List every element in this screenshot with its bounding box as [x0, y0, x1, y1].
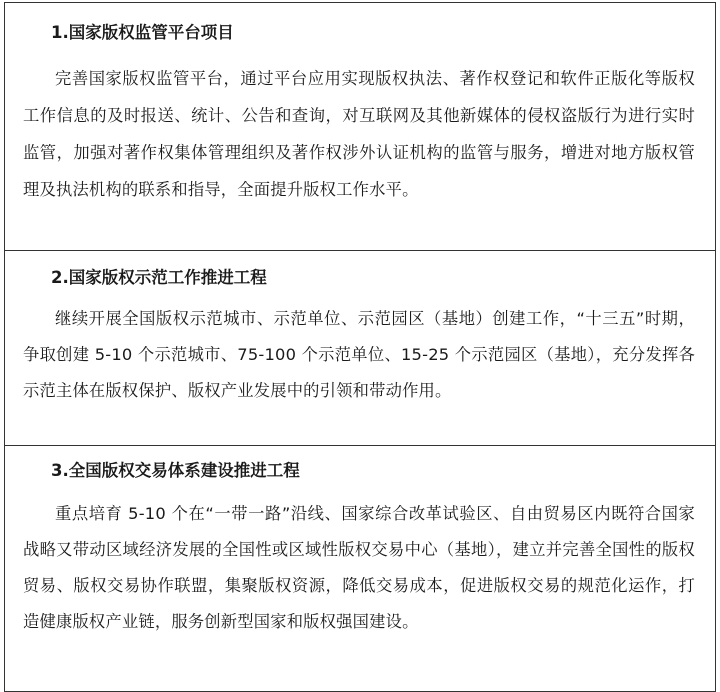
project-table: [4, 2, 716, 692]
section-title: 1.国家版权监管平台项目: [51, 23, 234, 42]
section-title: 3.全国版权交易体系建设推进工程: [51, 461, 300, 480]
section-body: 完善国家版权监管平台，通过平台应用实现版权执法、著作权登记和软件正版化等版权工作信息的及时报送、统计、公告和查询，对互联网及其他新媒体的侵权盗版行为进行实时监管，加强对著作权集体管理组织及著作权涉外认证机构的监管与服务，增进对地方版权管理及执法机构的联系和指导，全面提升版权工作水平。: [23, 69, 695, 199]
section-body: 继续开展全国版权示范城市、示范单位、示范园区（基地）创建工作，“十三五”时期，争取创建 5-10 个示范城市、75-100 个示范单位、15-25 个示范园区（基地），充分发挥各示范主体在版权保护、版权产业发展中的引领和带动作用。: [23, 309, 695, 400]
section-title: 2.国家版权示范工作推进工程: [51, 268, 267, 287]
section-copyright-supervision-platform: [5, 3, 715, 251]
section-copyright-demonstration-project: [5, 251, 715, 446]
section-body: 重点培育 5-10 个在“一带一路”沿线、国家综合改革试验区、自由贸易区内既符合国家战略又带动区域经济发展的全国性或区域性版权交易中心（基地），建立并完善全国性的版权贸易、版权交易协作联盟，集聚版权资源，降低交易成本，促进版权交易的规范化运作，打造健康版权产业链，服务创新型国家和版权强国建设。: [23, 504, 695, 631]
section-copyright-trading-system-project: [5, 446, 715, 691]
